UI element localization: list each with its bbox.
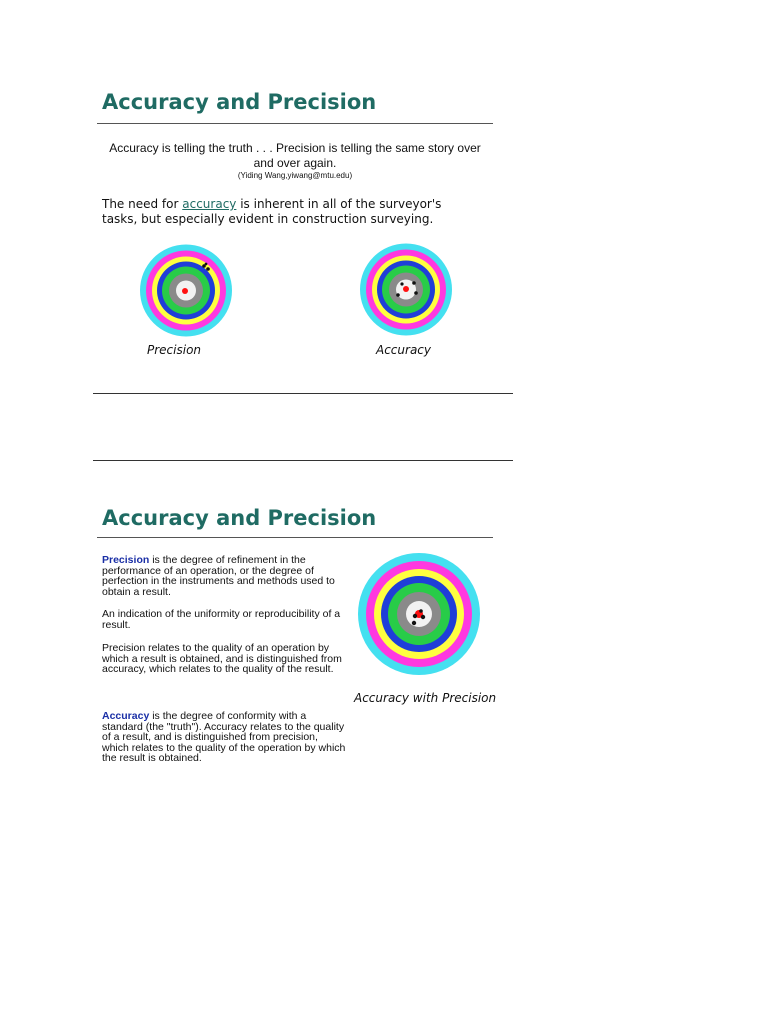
precision-definition: Precision is the degree of refinement in the performance of an operation, or the degree of perfection in the instruments and methods used to obtain a result. (102, 554, 335, 598)
accuracy-term: Accuracy (102, 710, 150, 722)
target-accuracy-hit (403, 286, 409, 292)
slide1-credit: (Yiding Wang,yiwang@mtu.edu) (237, 171, 353, 180)
target-combined-shot (419, 609, 423, 613)
slide1-title: Accuracy and Precision (102, 90, 377, 114)
slide2-title: Accuracy and Precision (102, 506, 377, 530)
precision-caption: Precision (147, 343, 202, 357)
accuracy-caption: Accuracy (376, 343, 431, 357)
slide2-top-rule (93, 460, 513, 461)
accuracy-with-precision-caption: Accuracy with Precision (354, 691, 497, 705)
target-accuracy-with-precision-icon (358, 556, 480, 672)
target-precision-icon (140, 247, 232, 334)
target-accuracy-shot (414, 291, 418, 295)
accuracy-link[interactable]: accuracy (182, 197, 237, 211)
target-combined-shot (413, 614, 417, 618)
target-accuracy-shot (412, 281, 416, 285)
target-accuracy-shot (400, 282, 403, 285)
target-accuracy-shot (396, 293, 400, 297)
slide1-quote: Accuracy is telling the truth . . . Precision is telling the same story over and over again. (109, 141, 481, 170)
accuracy-definition: Accuracy is the degree of conformity with a standard (the "truth"). Accuracy relates to the quality of a result, and is distinguished from precision, which relates to the quality of the operation by which the result is obtained. (102, 710, 346, 764)
uniformity-text: An indication of the uniformity or reproducibility of a result. (102, 608, 341, 631)
precision-term: Precision (102, 554, 150, 566)
target-precision-shot (205, 263, 208, 266)
slide2-title-rule (97, 537, 493, 538)
target-combined-shot (421, 615, 425, 619)
target-precision-shot (206, 267, 210, 271)
slide1-title-rule (97, 123, 493, 124)
slide1-need-text: The need for accuracy is inherent in all of the surveyor's tasks, but especially evident in construction surveying. (102, 197, 442, 226)
target-accuracy-icon (360, 247, 452, 332)
precision-quality-text: Precision relates to the quality of an operation by which a result is obtained, and is distinguished from accuracy, which relates to the quality of the result. (102, 642, 342, 675)
slide1-bottom-rule (93, 393, 513, 394)
target-combined-shot (412, 621, 416, 625)
target-precision-hit (182, 288, 188, 294)
